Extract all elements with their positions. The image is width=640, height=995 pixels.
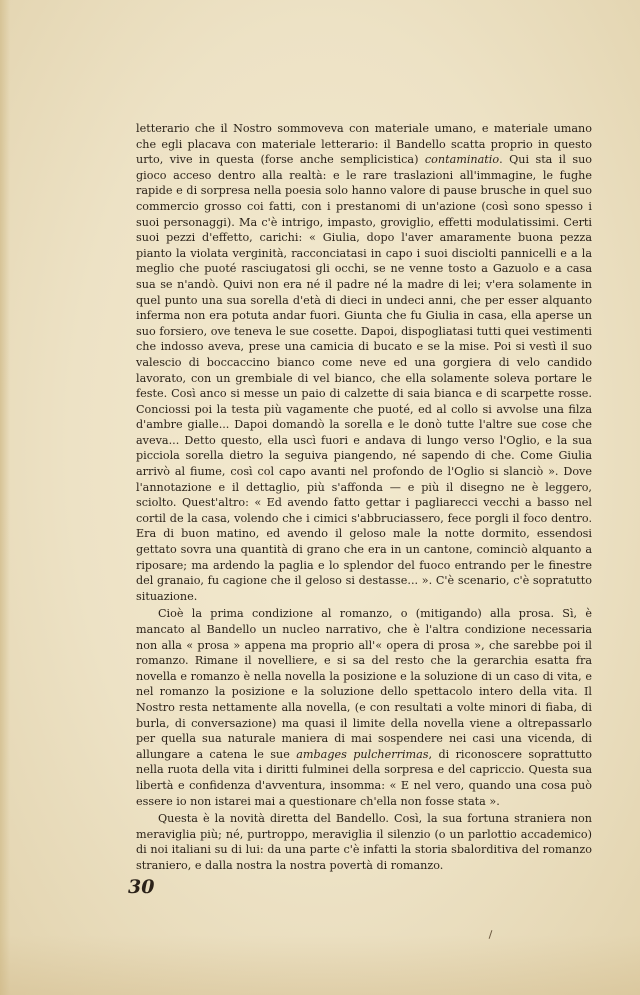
text-run: . Qui sta il suo gioco acceso dentro alla realtà: e le rare traslazioni all'immagine, le fughe rapide e di sorpresa nella poesia solo hanno valore di pause brusche in quel suo commercio grosso coi fatti, con i prestanomi di un'azione (così sono spesso i suoi personaggi). Ma c'è intrigo, impasto, groviglio, effetti modulatissimi. Certi suoi pezzi d'effetto, carichi: « Giulia, dopo l'aver amaramente buona pezza pianto la violata verginità, racconciatasi in capo i suoi disciolti pannicelli e a la meglio che puoté rasciugatosi gli occhi, se ne venne tosto a Gazuolo e a casa sua se n'andò. Quivi non era né il padre né la madre di lei; v'era solamente in quel punto una sua sorella d'età di dieci in undeci anni, che per esser alquanto inferma non era potuta andar fuori. Giunta che fu Giulia in casa, ella aperse un suo forsiero, ove teneva le sue cosette. Dapoi, dispogliatasi tutti quei vestimenti che indosso aveva, prese una camicia di bucato e se la mise. Poi si vestì il suo valescio di boccaccino bianco come neve ed una gorgiera di velo candido lavorato, con un grembiale di vel bianco, che ella solamente soleva portare le feste. Così anco si messe un paio di calzette di saia bianca e di scarpette rosse. Conciossi poi la testa più vagamente che puoté, ed al collo si avvolse una filza d'ambre gialle... Dapoi domandò la sorella e le donò tutte l'altre sue cose che aveva... Detto questo, ella uscì fuori e andava di lungo verso l'Oglio, e la sua picciola sorella dietro la seguiva piangendo, né sapendo di che. Come Giulia arrivò al fiume, così col capo avanti nel profondo de l'Oglio si slanciò ». Dove l'annotazione e il dettaglio, più s'affonda — e più il disegno ne è leggero, sciolto. Quest'altro: « Ed avendo fatto gettar i pagliarecci vecchi a basso nel cortil de la casa, volendo che i cimici s'abbruciassero, fece porgli il foco dentro. Era di buon matino, ed avendo il geloso male la notte dormito, essendosi gettato sovra una quantità di grano che era in un cantone, cominciò alquanto a riposare; ma ardendo la paglia e lo splendor del fuoco entrando per le finestre del granaio, fu cagione che il geloso si destasse... ». C'è scenario, c'è sopratutto situazione. <box>136 153 593 603</box>
page-bottom-shading <box>0 935 640 995</box>
page-edge-shadow <box>0 0 10 995</box>
page-number: 30 <box>128 876 155 898</box>
body-text <box>136 121 592 874</box>
text-run: letterario che il Nostro sommoveva con materiale umano, e materiale umano che egli placava con materiale letterario: il Bandello scatta proprio in questo urto, vive in questa (forse anche semplicistica) <box>136 122 592 167</box>
italic-phrase: contaminatio <box>424 153 500 167</box>
paragraph-1 <box>136 121 592 604</box>
paragraph-3 <box>136 811 592 873</box>
text-run: Questa è la novità diretta del Bandello. Così, la sua fortuna straniera non meraviglia più; né, purtroppo, meraviglia il silenzio (o un parlottio accademico) di noi italiani su di lui: da una parte c'è infatti la storia sbalorditiva del romanzo straniero, e dalla nostra la nostra povertà di romanzo. <box>136 812 592 872</box>
text-run: Cioè la prima condizione al romanzo, o (mitigando) alla prosa. Sì, è mancato al Bandello un nucleo narrativo, che è l'altra condizione necessaria non alla « prosa » appena ma proprio all'« opera di prosa », che sarebbe poi il romanzo. Rimane il novelliere, e si sa del resto che la gerarchia esatta fra novella e romanzo è nella novella la posizione e la soluzione di un caso di vita, e nel romanzo la posizione e la soluzione dello spettacolo intero della vita. Il Nostro resta nettamente alla novella, (e con resultati a volte minori di fiaba, di burla, di conversazione) ma quasi il limite della novella viene a oltrepassarlo per quella sua naturale maniera di mai sospendere nei casi una vicenda, di allungare a catena le sue <box>136 607 592 761</box>
text-run: , di riconoscere soprattutto nella ruota della vita i diritti fulminei della sorpresa e del capriccio. Questa sua libertà e confidenza d'avventura, insomma: « E nel vero, quando una cosa può essere io non istarei mai a questionare ch'ella non fosse stata ». <box>136 747 592 808</box>
paragraph-2 <box>136 606 592 809</box>
italic-phrase: ambages pulcherrimas <box>296 747 429 761</box>
